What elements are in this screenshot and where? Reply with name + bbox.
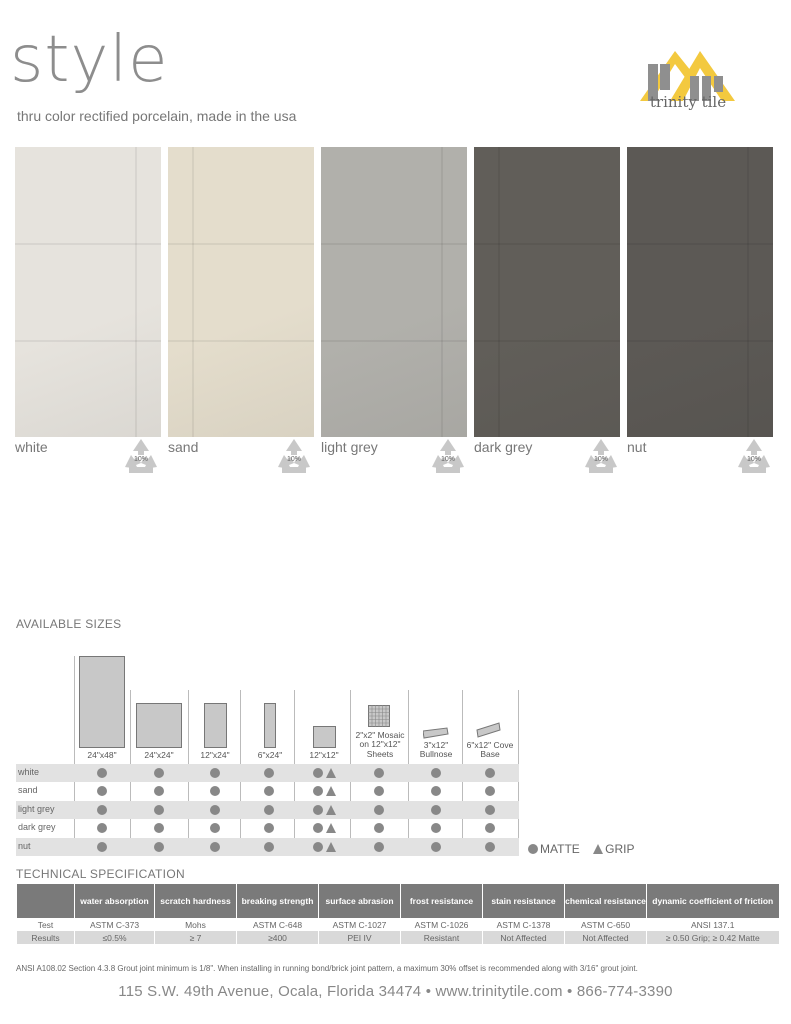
matte-dot: [313, 842, 323, 852]
recycle-icon: [428, 437, 468, 475]
spec-cell: ASTM C-1026: [401, 918, 483, 931]
row-label: light grey: [18, 804, 55, 814]
svg-text:10%: 10%: [593, 456, 609, 463]
size-shape-12x12: [313, 726, 336, 748]
size-label: 6"x24": [257, 750, 283, 760]
size-row-sand: [16, 782, 519, 800]
spec-header-cell: scratch hardness: [155, 884, 237, 918]
tile-seam: [627, 340, 773, 342]
matte-dot: [210, 823, 220, 833]
matte-dot: [374, 805, 384, 815]
matte-dot: [97, 805, 107, 815]
matte-dot: [154, 768, 164, 778]
size-label: 2"x2" Mosaic on 12"x12" Sheets: [355, 730, 405, 759]
tile-seam: [15, 243, 161, 245]
tile-seam: [168, 243, 314, 245]
matte-dot: [374, 786, 384, 796]
matte-dot: [154, 786, 164, 796]
matte-dot: [97, 768, 107, 778]
spec-cell: ASTM C-650: [565, 918, 647, 931]
matte-dot: [154, 823, 164, 833]
matte-dot: [264, 842, 274, 852]
spec-header-cell: breaking strength: [237, 884, 319, 918]
tile-label: sand: [168, 439, 199, 455]
grout-footnote: ANSI A108.02 Section 4.3.8 Grout joint minimum is 1/8". When installing in running bond/brick joint pattern, a maximum 30% offset is recommended along with 3/16" grout joint.: [16, 964, 638, 973]
tile-label: nut: [627, 439, 647, 455]
grip-triangle: [326, 805, 336, 815]
company-address: 115 S.W. 49th Avenue, Ocala, Florida 34474 • www.trinitytile.com • 866-774-3390: [118, 983, 673, 1000]
tile-seam: [15, 340, 161, 342]
page-subtitle: thru color rectified porcelain, made in the usa: [17, 108, 297, 124]
spec-cell: Not Affected: [483, 931, 565, 944]
matte-dot: [210, 768, 220, 778]
tile-seam: [498, 147, 500, 437]
tile-seam: [747, 147, 749, 437]
legend-grip-label: GRIP: [605, 842, 635, 856]
matte-dot: [374, 823, 384, 833]
finish-legend: [528, 842, 634, 856]
tile-seam: [168, 340, 314, 342]
matte-dot: [264, 768, 274, 778]
svg-text:10%: 10%: [440, 456, 456, 463]
tile-seam: [192, 147, 194, 437]
technical-specification-heading: TECHNICAL SPECIFICATION: [16, 867, 185, 881]
row-label: white: [18, 767, 40, 777]
matte-dot: [485, 823, 495, 833]
matte-dot: [264, 805, 274, 815]
recycle-icon: [274, 437, 314, 475]
size-label: 24"x48": [87, 750, 117, 760]
svg-text:10%: 10%: [286, 456, 302, 463]
spec-cell: Resistant: [401, 931, 483, 944]
grip-triangle: [326, 768, 336, 778]
matte-dot: [264, 823, 274, 833]
svg-text:10%: 10%: [133, 456, 149, 463]
svg-text:10%: 10%: [746, 456, 762, 463]
matte-dot: [313, 823, 323, 833]
spec-cell: Mohs: [155, 918, 237, 931]
tile-swatch-light-grey: [321, 147, 467, 437]
row-label: dark grey: [18, 822, 56, 832]
matte-legend-dot: [528, 844, 538, 854]
tile-seam: [474, 243, 620, 245]
logo-wordmark: trinity tile: [649, 93, 727, 111]
size-shape-24x24: [136, 703, 182, 748]
spec-cell: Not Affected: [565, 931, 647, 944]
spec-header-row: [17, 884, 779, 918]
matte-dot: [431, 823, 441, 833]
size-shape-24x48: [79, 656, 125, 748]
spec-cell: ≥ 7: [155, 931, 237, 944]
recycle-icon: [121, 437, 161, 475]
spec-cell: ≥400: [237, 931, 319, 944]
size-label: 12"x24": [200, 750, 230, 760]
tile-swatch-white: [15, 147, 161, 437]
matte-dot: [210, 786, 220, 796]
matte-dot: [485, 768, 495, 778]
matte-dot: [431, 768, 441, 778]
size-label: 24"x24": [144, 750, 174, 760]
size-row-light-grey: [16, 801, 519, 819]
cove-base-icon: [476, 722, 502, 738]
tile-seam: [135, 147, 137, 437]
row-label: nut: [18, 841, 31, 851]
matte-dot: [264, 786, 274, 796]
spec-results-row: [17, 931, 779, 944]
legend-matte-label: MATTE: [540, 842, 580, 856]
matte-dot: [97, 842, 107, 852]
spec-header-cell: stain resistance: [483, 884, 565, 918]
tile-seam: [321, 243, 467, 245]
matte-dot: [431, 786, 441, 796]
size-label: 6"x12" Cove Base: [466, 740, 514, 760]
matte-dot: [154, 805, 164, 815]
available-sizes-heading: AVAILABLE SIZES: [16, 617, 122, 631]
spec-cell: PEI IV: [319, 931, 401, 944]
matte-dot: [97, 823, 107, 833]
mosaic-sheet-icon: [368, 705, 390, 727]
spec-cell: Test: [17, 918, 75, 931]
spec-cell: ASTM C-1027: [319, 918, 401, 931]
matte-dot: [431, 842, 441, 852]
size-shape-12x24: [204, 703, 227, 748]
size-row-dark-grey: [16, 819, 519, 837]
size-label: 3"x12" Bullnose: [419, 740, 453, 760]
bullnose-icon: [423, 727, 449, 739]
tile-seam: [441, 147, 443, 437]
row-label: sand: [18, 785, 38, 795]
size-row-nut: [16, 838, 519, 856]
spec-cell: ASTM C-1378: [483, 918, 565, 931]
matte-dot: [485, 805, 495, 815]
page-title: style: [10, 23, 169, 97]
spec-cell: ≥ 0.50 Grip; ≥ 0.42 Matte: [647, 931, 779, 944]
tile-swatch-sand: [168, 147, 314, 437]
spec-cell: ANSI 137.1: [647, 918, 779, 931]
tile-label: dark grey: [474, 439, 533, 455]
grip-triangle: [326, 786, 336, 796]
grip-triangle: [326, 842, 336, 852]
tile-seam: [627, 243, 773, 245]
spec-header-cell: water absorption: [75, 884, 155, 918]
matte-dot: [485, 842, 495, 852]
spec-header-cell: surface abrasion: [319, 884, 401, 918]
matte-dot: [485, 786, 495, 796]
spec-cell: Results: [17, 931, 75, 944]
grip-triangle: [326, 823, 336, 833]
size-label: 12"x12": [309, 750, 339, 760]
matte-dot: [313, 768, 323, 778]
spec-header-cell: chemical resistance: [565, 884, 647, 918]
grip-legend-triangle: [593, 844, 603, 854]
matte-dot: [374, 842, 384, 852]
matte-dot: [97, 786, 107, 796]
tile-seam: [321, 340, 467, 342]
tile-label: white: [15, 439, 48, 455]
spec-cell: ASTM C-648: [237, 918, 319, 931]
tile-swatch-nut: [627, 147, 773, 437]
spec-cell: ASTM C-373: [75, 918, 155, 931]
size-shape-6x24: [264, 703, 276, 748]
matte-dot: [313, 805, 323, 815]
matte-dot: [313, 786, 323, 796]
tile-seam: [474, 340, 620, 342]
recycle-icon: [581, 437, 621, 475]
tile-swatch-dark-grey: [474, 147, 620, 437]
matte-dot: [154, 842, 164, 852]
matte-dot: [210, 842, 220, 852]
spec-header-cell: frost resistance: [401, 884, 483, 918]
size-row-white: [16, 764, 519, 782]
technical-spec-table: [16, 884, 779, 944]
matte-dot: [210, 805, 220, 815]
tile-label: light grey: [321, 439, 378, 455]
spec-header-cell: [17, 884, 75, 918]
spec-test-row: [17, 918, 779, 931]
recycle-icon: [734, 437, 774, 475]
matte-dot: [431, 805, 441, 815]
spec-header-cell: dynamic coefficient of friction: [647, 884, 779, 918]
spec-cell: ≤0.5%: [75, 931, 155, 944]
matte-dot: [374, 768, 384, 778]
